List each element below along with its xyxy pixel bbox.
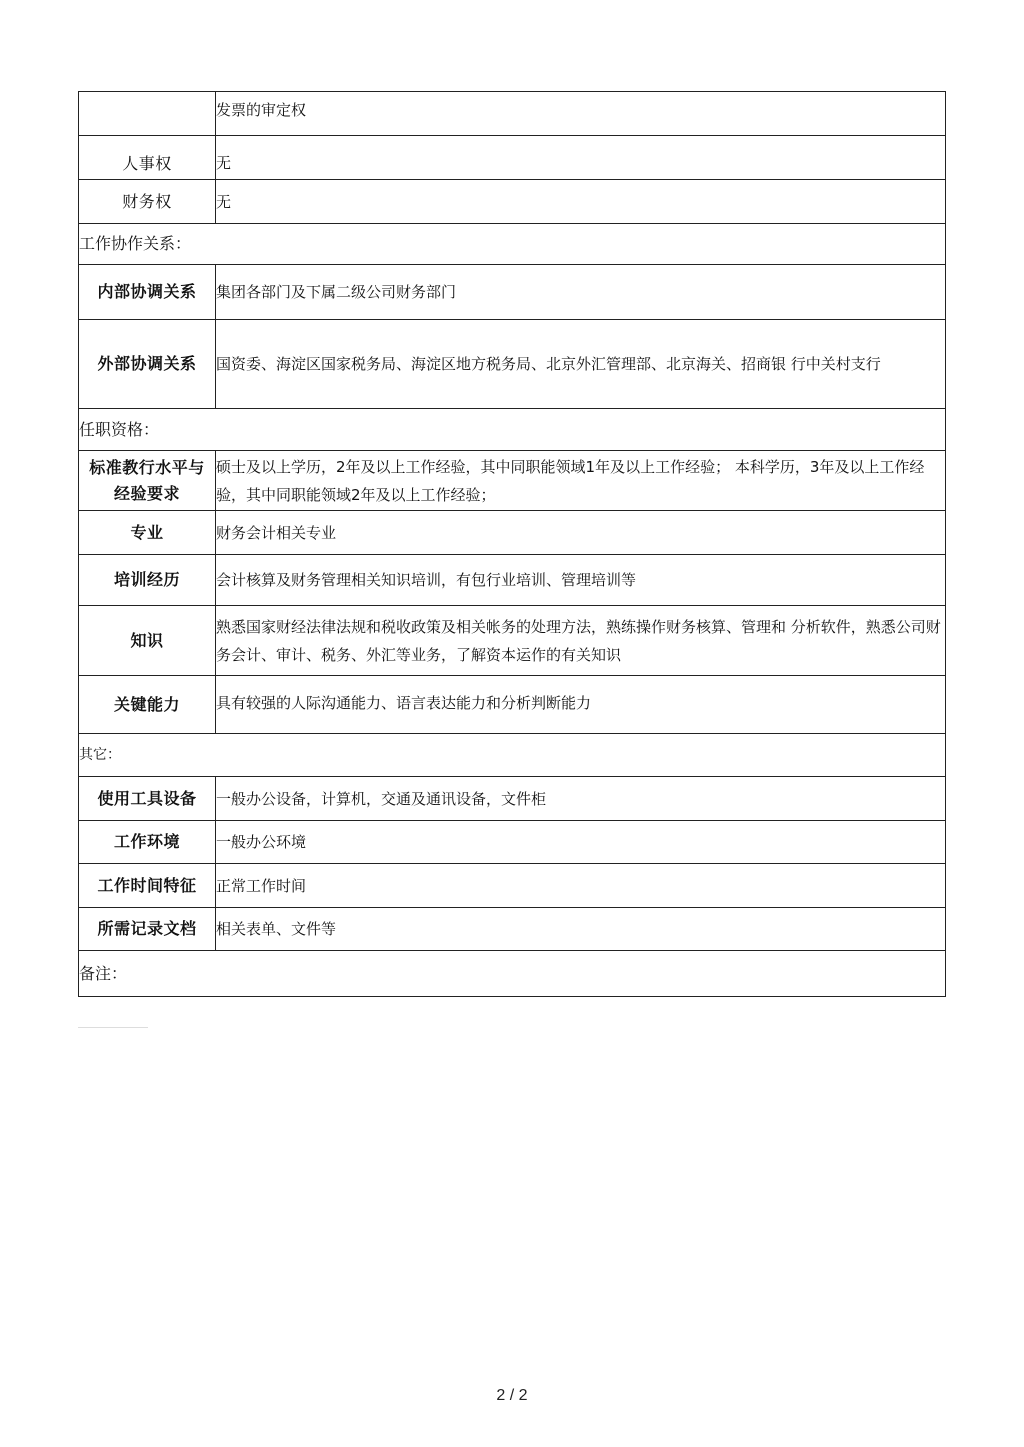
environment-value: 一般办公环境 bbox=[216, 821, 946, 864]
major-label: 专业 bbox=[79, 511, 216, 555]
training-row bbox=[79, 555, 946, 606]
major-value: 财务会计相关专业 bbox=[216, 511, 946, 555]
finance-authority-value: 无 bbox=[216, 180, 946, 224]
personnel-authority-label: 人事权 bbox=[79, 136, 216, 180]
tools-value: 一般办公设备，计算机，交通及通讯设备，文件柜 bbox=[216, 777, 946, 821]
environment-label: 工作环境 bbox=[79, 821, 216, 864]
internal-coordination-label: 内部协调关系 bbox=[79, 265, 216, 320]
internal-coordination-value: 集团各部门及下属二级公司财务部门 bbox=[216, 265, 946, 320]
key-ability-row bbox=[79, 676, 946, 734]
job-description-table bbox=[78, 91, 946, 997]
external-coordination-value: 国资委、海淀区国家税务局、海淀区地方税务局、北京外汇管理部、北京海关、招商银 行中关村支行 bbox=[216, 320, 946, 409]
key-ability-label: 关键能力 bbox=[79, 676, 216, 734]
cooperation-section-row bbox=[79, 224, 946, 265]
records-value: 相关表单、文件等 bbox=[216, 908, 946, 951]
tools-row bbox=[79, 777, 946, 821]
education-experience-label: 标准教行水平与经验要求 bbox=[79, 451, 216, 511]
major-row bbox=[79, 511, 946, 555]
internal-coordination-row bbox=[79, 265, 946, 320]
education-row bbox=[79, 451, 946, 511]
knowledge-label: 知识 bbox=[79, 606, 216, 676]
hours-label: 工作时间特征 bbox=[79, 864, 216, 908]
page-number: 2 / 2 bbox=[496, 1387, 528, 1404]
hours-row bbox=[79, 864, 946, 908]
knowledge-row bbox=[79, 606, 946, 676]
footer-divider bbox=[78, 1027, 148, 1028]
records-row bbox=[79, 908, 946, 951]
invoice-authority-value: 发票的审定权 bbox=[216, 92, 946, 136]
finance-authority-label: 财务权 bbox=[79, 180, 216, 224]
knowledge-value: 熟悉国家财经法律法规和税收政策及相关帐务的处理方法，熟练操作财务核算、管理和 分析软件，熟悉公司财务会计、审计、税务、外汇等业务，了解资本运作的有关知识 bbox=[216, 606, 946, 676]
records-label: 所需记录文档 bbox=[79, 908, 216, 951]
personnel-authority-value: 无 bbox=[216, 136, 946, 180]
other-section-row bbox=[79, 734, 946, 777]
other-section-title: 其它： bbox=[79, 734, 946, 777]
qualification-section-row bbox=[79, 409, 946, 451]
training-value: 会计核算及财务管理相关知识培训，有包行业培训、管理培训等 bbox=[216, 555, 946, 606]
tools-label: 使用工具设备 bbox=[79, 777, 216, 821]
finance-row bbox=[79, 180, 946, 224]
row-label bbox=[79, 92, 216, 136]
training-label: 培训经历 bbox=[79, 555, 216, 606]
education-experience-value: 硕士及以上学历，2年及以上工作经验，其中同职能领域1年及以上工作经验； 本科学历，3年及以上工作经验，其中同职能领域2年及以上工作经验； bbox=[216, 451, 946, 511]
key-ability-value: 具有较强的人际沟通能力、语言表达能力和分析判断能力 bbox=[216, 676, 946, 734]
personnel-row bbox=[79, 136, 946, 180]
external-coordination-label: 外部协调关系 bbox=[79, 320, 216, 409]
remarks-row bbox=[79, 951, 946, 997]
remarks-title: 备注： bbox=[79, 951, 946, 997]
hours-value: 正常工作时间 bbox=[216, 864, 946, 908]
environment-row bbox=[79, 821, 946, 864]
external-coordination-row bbox=[79, 320, 946, 409]
cooperation-section-title: 工作协作关系： bbox=[79, 224, 946, 265]
invoice-row bbox=[79, 92, 946, 136]
qualification-section-title: 任职资格： bbox=[79, 409, 946, 451]
